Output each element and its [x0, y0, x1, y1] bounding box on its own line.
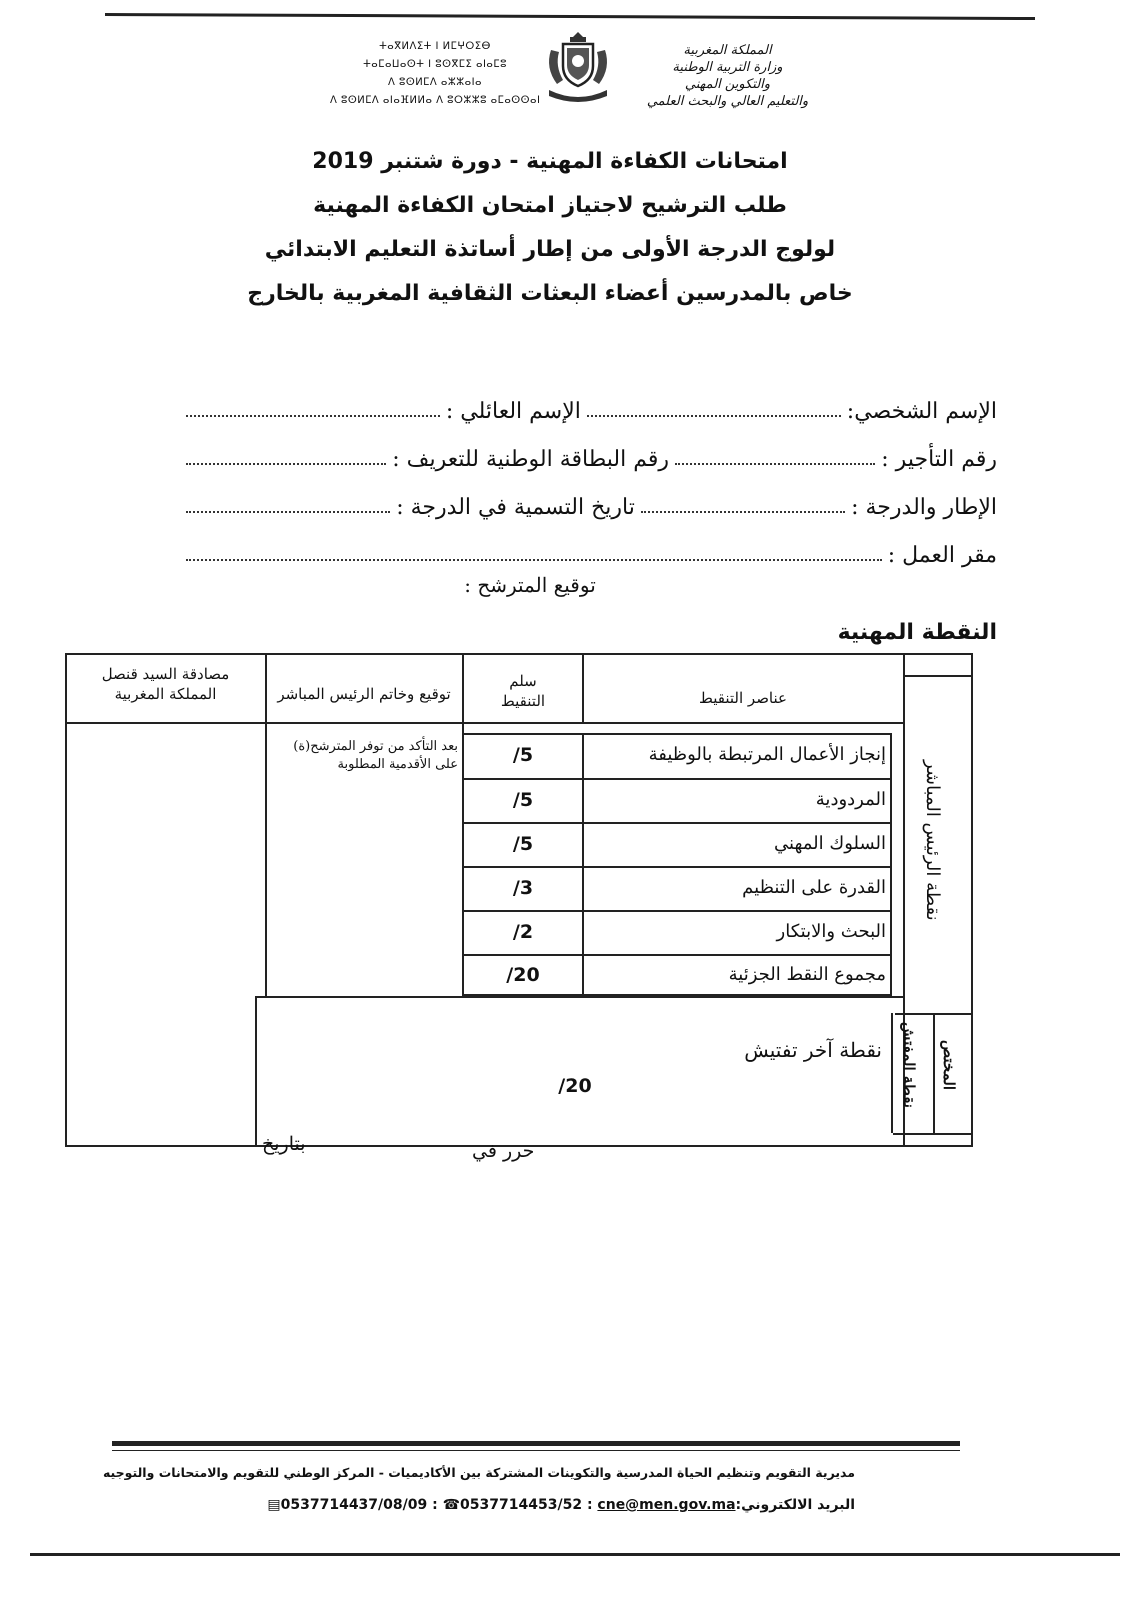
consul-header-line2: المملكة المغربية	[114, 685, 217, 703]
top-rule	[105, 13, 1035, 20]
email-label: البريد الالكتروني:	[735, 1497, 855, 1513]
name-row	[180, 388, 997, 424]
footer-contacts: ▤0537714437/08/09 : ☎0537714453/52 : cne@men.gov.maالبريد الالكتروني:	[267, 1497, 855, 1513]
document-titles	[230, 140, 870, 316]
tifinagh-line: ⴷ ⵓⵙⵍⵎⴷ ⴰⵏⴰⴼⵍⵍⴰ ⴷ ⵓⵔⵣⵣⵓ ⴰⵎⴰⵙⵙⴰⵏ	[330, 95, 541, 106]
criterion-organization: القدرة على التنظيم	[742, 877, 886, 898]
scale-header	[465, 671, 581, 711]
criterion-subtotal: مجموع النقط الجزئية	[728, 964, 886, 985]
criterion-performance: المردودية	[815, 789, 886, 810]
tifinagh-line: ⴷ ⵓⵙⵍⵎⴷ ⴰⵣⵣⴰⵏⴰ	[387, 77, 483, 88]
workplace-row	[180, 532, 997, 568]
last-inspection-max: /20	[558, 1075, 592, 1097]
request-title: طلب الترشيح لاجتياز امتحان الكفاءة المهنية	[313, 193, 787, 218]
supervisor-note-line2: على الأقدمية المطلوبة	[337, 757, 458, 772]
criteria-header: عناصر التنقيط	[699, 689, 787, 707]
supervisor-note-line1: بعد التأكد من توفر المترشح(ة)	[293, 739, 458, 754]
fax-icon: ▤	[267, 1497, 281, 1513]
tifinagh-line: ⵜⴰⴳⵍⴷⵉⵜ ⵏ ⵍⵎⵖⵔⵉⴱ	[379, 41, 491, 52]
dated-label: بتاريخ	[262, 1133, 306, 1155]
workplace-label: مقر العمل :	[887, 543, 997, 568]
last-inspection-label: نقطة آخر تفتيش	[744, 1038, 882, 1062]
payroll-label: رقم التأجير :	[881, 447, 997, 472]
max-score-performance: /5	[512, 789, 534, 811]
footer-directorate: مديرية التقويم وتنظيم الحياة المدرسية والتكوينات المشتركة بين الأكاديميات - المركز الوطني للتقويم والامتحانات والتوجيه	[102, 1465, 855, 1480]
fax-number: 0537714437/08/09	[280, 1497, 428, 1513]
bottom-rule	[30, 1553, 1120, 1556]
exam-title: امتحانات الكفاءة المهنية - دورة شتنبر 2019	[312, 149, 788, 174]
criterion-job-tasks: إنجاز الأعمال المرتبطة بالوظيفة	[648, 744, 886, 765]
appointment-date-field[interactable]	[186, 511, 390, 513]
first-name-label: الإسم الشخصي:	[846, 399, 997, 424]
side-label-supervisor: نقطة الرئيس المباشر	[922, 760, 943, 921]
max-score-conduct: /5	[512, 833, 534, 855]
max-score-organization: /3	[512, 877, 534, 899]
phone-icon: ☎	[442, 1497, 461, 1513]
footer-rule	[112, 1441, 960, 1446]
ministry-header	[640, 42, 815, 110]
scale-header-line2: التنقيط	[500, 692, 546, 710]
grade-title: لولوج الدرجة الأولى من إطار أساتذة التعليم الابتدائي	[264, 237, 836, 262]
max-score-job-tasks: /5	[512, 744, 534, 766]
max-score-research: /2	[512, 921, 534, 943]
last-name-field[interactable]	[186, 415, 440, 417]
national-id-field[interactable]	[186, 463, 386, 465]
supervisor-header: توقيع وخاتم الرئيس المباشر	[277, 685, 451, 703]
phone-number: 0537714453/52	[460, 1497, 583, 1513]
side-label-inspector: نقطة المفتش	[900, 1022, 918, 1108]
side-label-inspector-specialist: المختص	[940, 1040, 958, 1090]
cadre-row	[180, 484, 997, 520]
tifinagh-line: ⵜⴰⵎⴰⵡⴰⵙⵜ ⵏ ⵓⵙⴳⵎⵉ ⴰⵏⴰⵎⵓ	[363, 59, 507, 70]
consul-header-line1: مصادقة السيد قنصل	[101, 665, 230, 683]
first-name-field[interactable]	[587, 415, 841, 417]
ministry-line: المملكة المغربية	[683, 43, 772, 58]
section-title: النقطة المهنية	[837, 620, 997, 645]
id-row	[180, 436, 997, 472]
written-in-label: حرر في	[472, 1140, 535, 1162]
coat-of-arms-icon	[543, 28, 613, 104]
criterion-research: البحث والابتكار	[776, 921, 886, 942]
max-score-subtotal: /20	[506, 964, 540, 986]
last-name-label: الإسم العائلي :	[445, 399, 581, 424]
scale-header-line1: سلم	[509, 672, 537, 690]
consul-header	[68, 664, 263, 704]
payroll-field[interactable]	[675, 463, 875, 465]
email-address[interactable]: cne@men.gov.ma	[597, 1497, 736, 1513]
audience-title: خاص بالمدرسين أعضاء البعثات الثقافية المغربية بالخارج	[247, 281, 853, 306]
supervisor-note	[272, 738, 458, 774]
cadre-field[interactable]	[641, 511, 845, 513]
workplace-field[interactable]	[186, 559, 882, 561]
ministry-line: والتعليم العالي والبحث العلمي	[646, 94, 809, 109]
tifinagh-header	[330, 38, 540, 110]
candidate-signature-label: توقيع المترشح :	[464, 573, 596, 597]
ministry-line: والتكوين المهني	[684, 77, 771, 92]
appointment-date-label: تاريخ التسمية في الدرجة :	[396, 495, 635, 520]
cadre-label: الإطار والدرجة :	[851, 495, 997, 520]
ministry-line: وزارة التربية الوطنية	[672, 60, 783, 75]
national-id-label: رقم البطاقة الوطنية للتعريف :	[392, 447, 669, 472]
criteria-box	[462, 733, 892, 996]
criterion-conduct: السلوك المهني	[774, 833, 886, 854]
